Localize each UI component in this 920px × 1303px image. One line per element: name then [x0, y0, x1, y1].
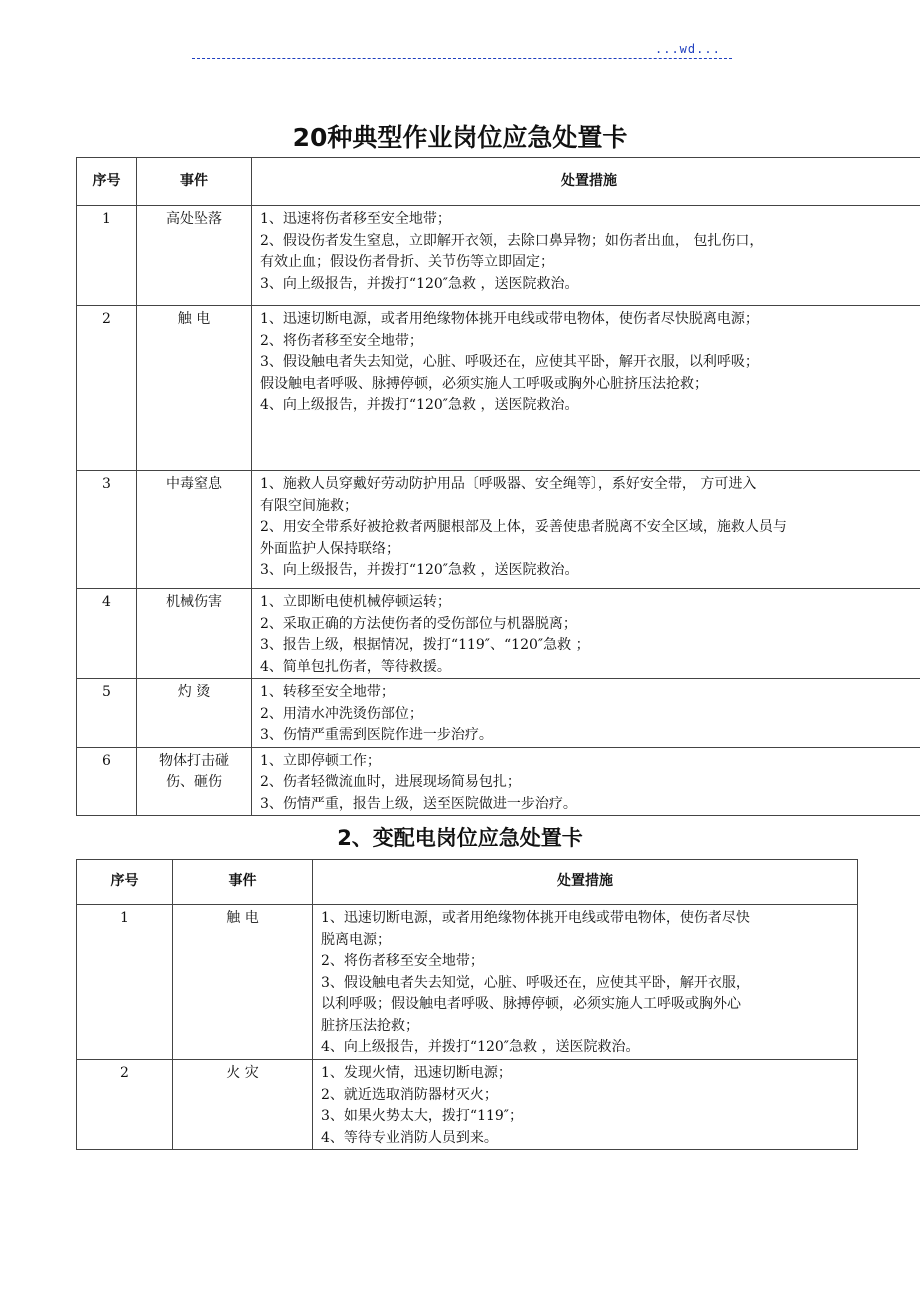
measure-line: 4、简单包扎伤者，等待救援。	[260, 658, 451, 675]
table-row	[77, 1060, 858, 1150]
table-row	[77, 589, 920, 679]
row-event: 机械伤害	[137, 589, 252, 679]
measure-line: 1、迅速切断电源，或者用绝缘物体挑开电线或带电物体，使伤者尽快脱离电源；	[260, 311, 759, 327]
measure-line: 有效止血；假设伤者骨折、关节伤等立即固定；	[260, 254, 554, 270]
row-event: 物体打击碰伤、砸伤	[137, 747, 252, 816]
row-no: 1	[77, 206, 137, 306]
measure-line: 假设触电者呼吸、脉搏停顿，必须实施人工呼吸或胸外心脏挤压法抢救；	[260, 375, 708, 392]
measure-line: 3、向上级报告，并拨打“120″急救 ，送医院救治。	[260, 275, 579, 292]
row-measures	[252, 471, 920, 589]
measure-line: 有限空间施救；	[260, 497, 358, 514]
header-rule	[192, 58, 732, 59]
row-no: 4	[77, 589, 137, 679]
measure-line: 4、向上级报告，并拨打“120″急救 ，送医院救治。	[260, 397, 579, 413]
table-row	[77, 306, 920, 471]
measure-line: 2、假设伤者发生窒息，立即解开衣领，去除口鼻异物；如伤者出血， 包扎伤口，	[260, 232, 764, 249]
measure-line: 3、报告上级，根据情况，拨打“119″、“120″急救 ；	[260, 637, 590, 653]
measure-line: 1、迅速切断电源，或者用绝缘物体挑开电线或带电物体，使伤者尽快	[321, 910, 750, 926]
measure-line: 外面监护人保持联络；	[260, 540, 400, 557]
measure-line: 以利呼吸；假设触电者呼吸、脉搏停顿，必须实施人工呼吸或胸外心	[321, 996, 741, 1012]
row-no: 1	[77, 905, 173, 1060]
measure-line: 1、发现火情，迅速切断电源；	[321, 1065, 512, 1081]
col-header-measures: 处置措施	[252, 158, 920, 206]
row-event: 触 电	[137, 306, 252, 471]
section1-title: 20种典型作业岗位应急处置卡	[292, 123, 628, 152]
row-measures	[252, 306, 920, 471]
measure-line: 1、立即断电使机械停顿运转；	[260, 594, 451, 610]
row-measures	[252, 679, 920, 748]
row-event: 触 电	[173, 905, 313, 1060]
header-mark: ...wd...	[655, 42, 721, 56]
measure-line: 脱离电源；	[321, 931, 391, 948]
row-measures	[313, 905, 858, 1060]
measure-line: 2、将伤者移至安全地带；	[321, 953, 484, 969]
row-event: 火 灾	[173, 1060, 313, 1150]
measure-line: 脏挤压法抢救；	[321, 1017, 419, 1034]
measure-line: 3、伤情严重需到医院作进一步治疗。	[260, 727, 493, 743]
row-measures	[252, 747, 920, 816]
table-row	[77, 905, 858, 1060]
measure-line: 4、等待专业消防人员到来。	[321, 1129, 498, 1146]
section2-title: 2、变配电岗位应急处置卡	[337, 826, 583, 850]
section2-table	[76, 859, 858, 1150]
measure-line: 1、转移至安全地带；	[260, 684, 395, 700]
row-no: 2	[77, 306, 137, 471]
row-event: 中毒窒息	[137, 471, 252, 589]
col-header-event: 事件	[173, 860, 313, 905]
row-no: 5	[77, 679, 137, 748]
row-measures	[252, 589, 920, 679]
col-header-event: 事件	[137, 158, 252, 206]
measure-line: 2、用清水冲洗烫伤部位；	[260, 705, 423, 722]
table-row	[77, 679, 920, 748]
row-no: 3	[77, 471, 137, 589]
measure-line: 3、假设触电者失去知觉，心脏、呼吸还在，应使其平卧，解开衣服，以利呼吸；	[260, 354, 759, 370]
row-event: 灼 烫	[137, 679, 252, 748]
col-header-no: 序号	[77, 860, 173, 905]
measure-line: 3、假设触电者失去知觉，心脏、呼吸还在，应使其平卧，解开衣服，	[321, 974, 750, 991]
measure-line: 3、向上级报告，并拨打“120″急救 ，送医院救治。	[260, 562, 579, 578]
measure-line: 1、迅速将伤者移至安全地带；	[260, 211, 451, 227]
row-measures	[252, 206, 920, 306]
measure-line: 3、如果火势太大，拨打“119″；	[321, 1108, 524, 1124]
table-row	[77, 747, 920, 816]
measure-line: 2、用安全带系好被抢救者两腿根部及上体，妥善使患者脱离不安全区域，施救人员与	[260, 519, 787, 535]
measure-line: 2、就近选取消防器材灭火；	[321, 1086, 498, 1103]
row-measures	[313, 1060, 858, 1150]
measure-line: 2、采取正确的方法使伤者的受伤部位与机器脱离；	[260, 615, 577, 632]
col-header-no: 序号	[77, 158, 137, 206]
table-row	[77, 471, 920, 589]
measure-line: 3、伤情严重，报告上级，送至医院做进一步治疗。	[260, 795, 577, 812]
row-event: 高处坠落	[137, 206, 252, 306]
measure-line: 1、立即停顿工作；	[260, 752, 381, 769]
row-no: 6	[77, 747, 137, 816]
measure-line: 2、伤者轻微流血时，进展现场简易包扎；	[260, 774, 521, 790]
row-no: 2	[77, 1060, 173, 1150]
table-row	[77, 206, 920, 306]
measure-line: 4、向上级报告，并拨打“120″急救 ，送医院救治。	[321, 1039, 640, 1055]
section1-table	[76, 157, 920, 816]
measure-line: 1、施救人员穿戴好劳动防护用品〔呼吸器、安全绳等〕，系好安全带， 方可进入	[260, 476, 757, 492]
measure-line: 2、将伤者移至安全地带；	[260, 332, 423, 349]
col-header-measures: 处置措施	[313, 860, 858, 905]
